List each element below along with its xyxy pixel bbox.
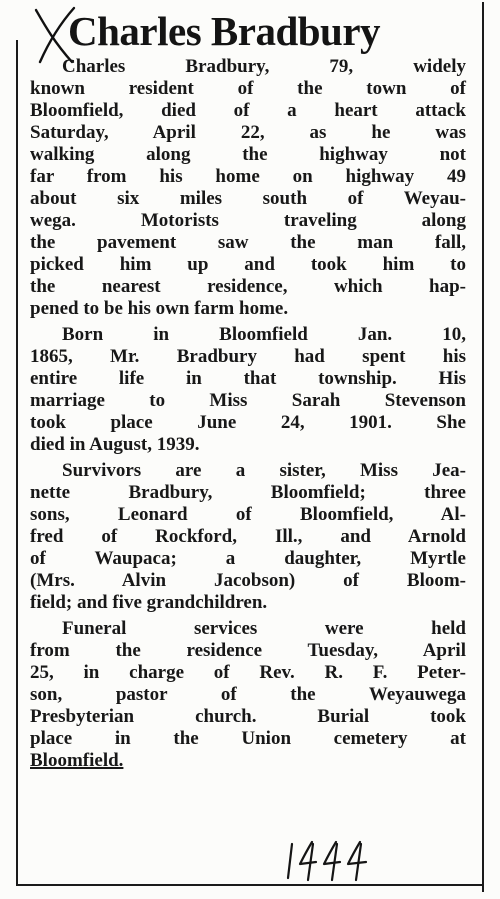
handwritten-year-1944 <box>282 838 372 882</box>
text-line: walking along the highway not <box>30 144 466 165</box>
text-line: sons, Leonard of Bloomfield, Al- <box>30 504 466 525</box>
text-line: about six miles south of Weyau- <box>30 188 466 209</box>
text-line: known resident of the town of <box>30 78 466 99</box>
text-line: Survivors are a sister, Miss Jea- <box>62 460 466 481</box>
text-line: field; and five grandchildren. <box>30 592 268 613</box>
text-line: Bloomfield, died of a heart attack <box>30 100 466 121</box>
text-line: the nearest residence, which hap- <box>30 276 466 297</box>
left-border <box>16 40 18 885</box>
text-line: Funeral services were held <box>62 618 466 639</box>
text-line: entire life in that township. His <box>30 368 466 389</box>
text-line: nette Bradbury, Bloomfield; three <box>30 482 466 503</box>
text-line-underlined: Bloomfield. <box>30 750 124 771</box>
bottom-border <box>16 884 484 886</box>
text-line: pened to be his own farm home. <box>30 298 289 319</box>
text-line: Born in Bloomfield Jan. 10, <box>62 324 466 345</box>
text-line: son, pastor of the Weyauwega <box>30 684 466 705</box>
text-line: the pavement saw the man fall, <box>30 232 466 253</box>
paragraph-funeral <box>30 618 466 772</box>
obituary-body <box>30 56 466 772</box>
text-line: place in the Union cemetery at <box>30 728 466 749</box>
text-line: from the residence Tuesday, April <box>30 640 466 661</box>
paragraph-survivors <box>30 460 466 614</box>
text-line: Charles Bradbury, 79, widely <box>62 56 466 77</box>
text-line: Saturday, April 22, as he was <box>30 122 466 143</box>
paragraph-biography <box>30 324 466 456</box>
text-line: of Waupaca; a daughter, Myrtle <box>30 548 466 569</box>
text-line: marriage to Miss Sarah Stevenson <box>30 390 466 411</box>
text-line: died in August, 1939. <box>30 434 200 455</box>
text-line: 1865, Mr. Bradbury had spent his <box>30 346 466 367</box>
text-line: (Mrs. Alvin Jacobson) of Bloom- <box>30 570 466 591</box>
text-line: fred of Rockford, Ill., and Arnold <box>30 526 466 547</box>
text-line: picked him up and took him to <box>30 254 466 275</box>
text-line: Presbyterian church. Burial took <box>30 706 466 727</box>
text-line: took place June 24, 1901. She <box>30 412 466 433</box>
right-border <box>482 2 484 892</box>
text-line: far from his home on highway 49 <box>30 166 466 187</box>
paragraph-death-account <box>30 56 466 320</box>
obituary-headline: Charles Bradbury <box>68 8 381 54</box>
text-line: 25, in charge of Rev. R. F. Peter- <box>30 662 466 683</box>
text-line: wega. Motorists traveling along <box>30 210 466 231</box>
